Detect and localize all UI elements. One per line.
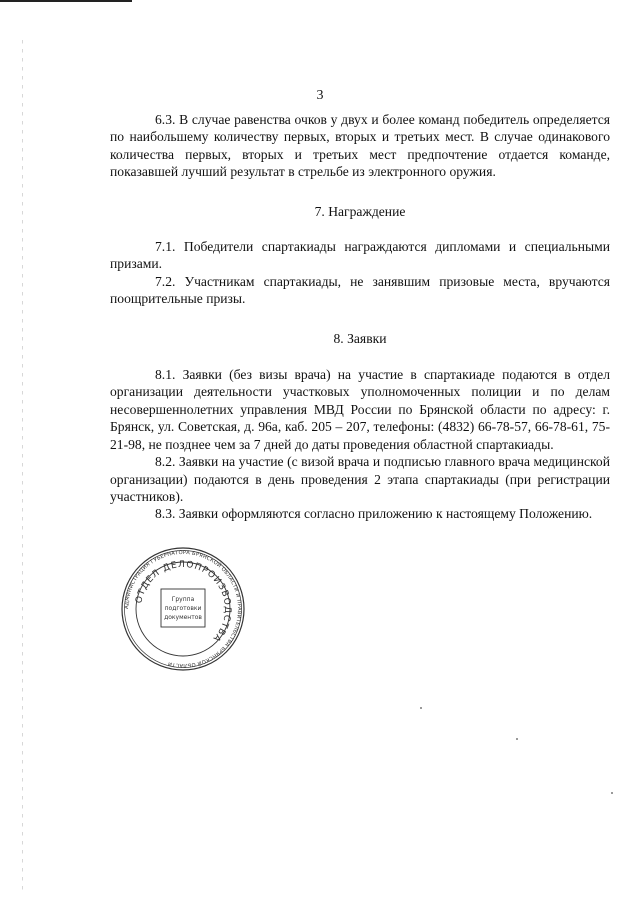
page-number: 3 — [316, 88, 324, 103]
scan-speck — [516, 738, 518, 740]
stamp-ring-text: ОТДЕЛ ДЕЛОПРОИЗВОДСТВА — [134, 559, 233, 644]
stamp-outer-text: АДМИНИСТРАЦИЯ ГУБЕРНАТОРА БРЯНСКОЙ ОБЛАСТИ И ПРАВИТЕЛЬСТВА БРЯНСКОЙ ОБЛАСТИ — [123, 549, 243, 669]
stamp-center-line1: Группа — [171, 596, 195, 603]
paragraph-7-2: 7.2. Участникам спартакиады, не занявшим призовые места, вручаются поощрительные призы. — [110, 273, 610, 307]
section-7-title: 7. Награждение — [314, 203, 406, 219]
paragraph-8-3: 8.3. Заявки оформляются согласно приложению к настоящему Положению. — [155, 506, 593, 522]
paragraph-7-1: 7.1. Победители спартакиады награждаются дипломами и специальными призами. — [110, 239, 610, 272]
stamp-svg — [121, 547, 245, 671]
stamp-center-line2: подготовки — [164, 605, 202, 612]
scan-speck — [611, 792, 613, 794]
paragraph-6-3: 6.3. В случае равенства очков у двух и более команд победитель определяется по наибольшему количеству первых, вторых и третьих мест. В случае одинакового количества первых, вторых и третьих мест предпочтение отдается команде, показавшей лучший результат в стрельбе из электронного оружия. — [110, 112, 610, 180]
scan-speck — [420, 707, 422, 709]
left-margin-dots — [22, 40, 23, 890]
section-8-title: 8. Заявки — [333, 330, 387, 346]
document-body — [110, 111, 610, 523]
stamp-center-line3: документов — [164, 614, 202, 621]
paragraph-8-1: 8.1. Заявки (без визы врача) на участие в спартакиаде подаются в отдел организации деятельности участковых уполномоченных полиции и по делам несовершеннолетних управления МВД России по Брянской области по адресу: г. Брянск, ул. Советская, д. 96а, каб. 205 – 207, телефоны: (4832) 66-78-57, 66-78-61, 75-21-98, не позднее чем за 7 дней до даты проведения областной спартакиады. — [110, 367, 610, 452]
paragraph-8-2: 8.2. Заявки на участие (с визой врача и подписью главного врача медицинской организации) подаются в день проведения 2 этапа спартакиады (при регистрации участников). — [110, 454, 610, 504]
official-stamp — [121, 547, 245, 671]
top-edge-line — [0, 0, 132, 2]
